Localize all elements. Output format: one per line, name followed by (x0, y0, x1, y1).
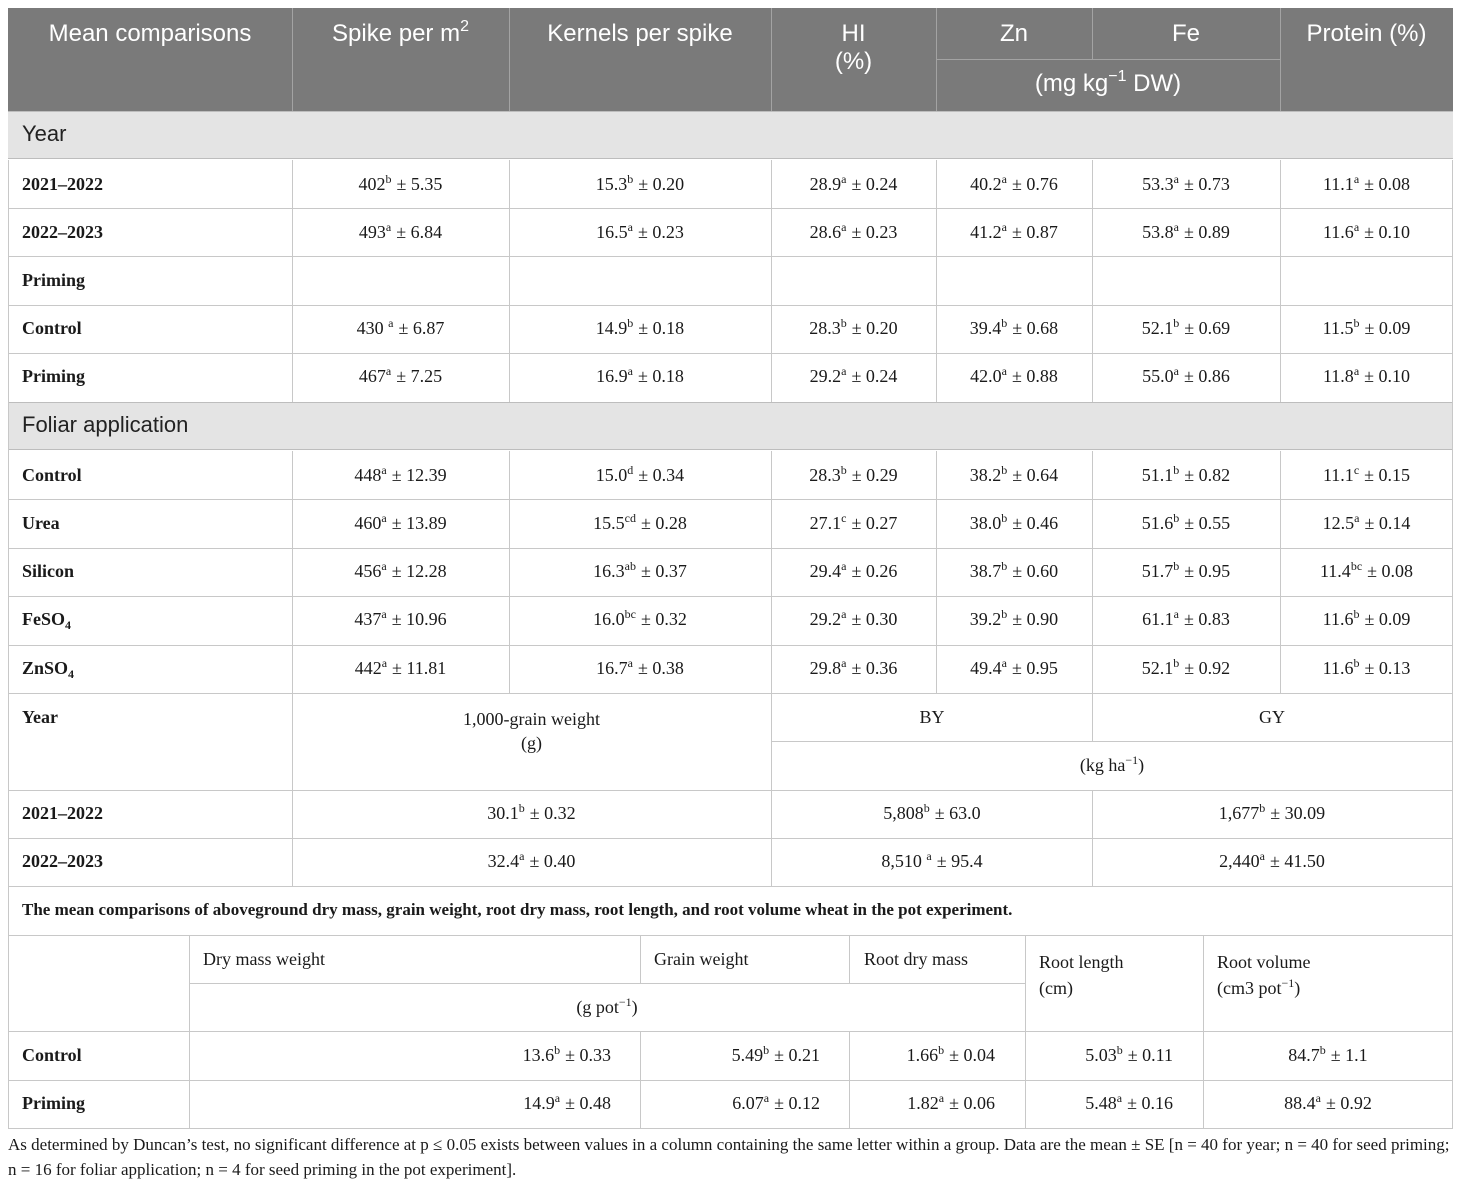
table-cell: 14.9$^b$ ± 0.18 (595, 316, 685, 338)
table-cell: 52.1$^b$ ± 0.69 (1141, 316, 1231, 338)
table-cell: 52.1$^b$ ± 0.92 (1141, 656, 1231, 678)
header-unit-kg-ha: (kg $ha^{-1}$) (1079, 753, 1145, 775)
table-cell: 11.1$^c$ ± 0.15 (1322, 463, 1411, 485)
table-cell: $493^a \pm 6.84$ (358, 220, 443, 242)
table-cell: 38.7$^b$ ± 0.60 (969, 559, 1059, 581)
table-cell: $467^a \pm 7.25$ (358, 364, 443, 386)
table-cell: 5.03$^b$ ± 0.11 (1085, 1043, 1173, 1065)
table-cell: 13.6$^b$ ± 0.33 (522, 1043, 611, 1065)
header-dry-mass-weight: Dry mass weight (203, 949, 325, 969)
row-label: 2021–2022 (22, 803, 103, 823)
header-unit-mg-kg: (mg $kg^{-1}$ DW) (1034, 68, 1182, 97)
header-root-dry-mass: Root dry mass (864, 949, 969, 969)
table-cell: 16.7$^a$ ± 0.38 (596, 656, 684, 678)
table-cell: 15.3$^b$ ± 0.20 (595, 172, 685, 194)
header-1000-grain-weight: 1,000-grain weight (g) (463, 709, 600, 753)
row-label: Silicon (22, 561, 75, 581)
table-cell: 55.0$^a$ ± 0.86 (1142, 364, 1230, 386)
section-foliar-application: Foliar application (8, 402, 1453, 450)
table-cell: 5,808$^b$ ± 63.0 (883, 801, 981, 823)
table-cell: 51.7$^b$ ± 0.95 (1141, 559, 1231, 581)
table-cell: 53.3$^a$ ± 0.73 (1142, 172, 1230, 194)
table-cell: 16.3$^{ab}$ ± 0.37 (593, 559, 687, 581)
table-cell: 61.1$^a$ ± 0.83 (1142, 607, 1230, 629)
table-cell: 88.4$^a$ ± 0.92 (1284, 1091, 1372, 1113)
header-root-volume: Root volume (cm3 pot$^{-1}$) (1217, 952, 1311, 998)
table-cell: 51.6$^b$ ± 0.55 (1141, 511, 1231, 533)
table-cell: $442^a \pm 11.81$ (354, 656, 447, 678)
table-cell: 1,677$^b$ ± 30.09 (1218, 801, 1326, 823)
header-grain-weight: Grain weight (654, 949, 749, 969)
table-cell: 30.1$^b$ ± 0.32 (487, 801, 576, 823)
row-label: Control (22, 465, 82, 485)
table-cell: $402^b \pm 5.35$ (358, 172, 443, 194)
table-cell: 29.4$^a$ ± 0.26 (809, 559, 898, 581)
table-cell: 29.8$^a$ ± 0.36 (809, 656, 898, 678)
table-cell: 1.66$^b$ ± 0.04 (906, 1043, 995, 1065)
table-cell: $448^a \pm 12.39$ (354, 463, 447, 485)
table-cell: 11.1$^a$ ± 0.08 (1322, 172, 1411, 194)
header-hi: HI (%) (834, 20, 873, 75)
table-cell: 28.6$^a$ ± 0.23 (809, 220, 898, 242)
table-cell: 14.9$^a$ ± 0.48 (523, 1091, 611, 1113)
table-cell: 41.2$^a$ ± 0.87 (970, 220, 1058, 242)
table-cell: 38.2$^b$ ± 0.64 (969, 463, 1059, 485)
table-cell: 28.9$^a$ ± 0.24 (809, 172, 898, 194)
table-cell: 11.4$^{bc}$ ± 0.08 (1319, 559, 1414, 581)
row-label-znso4: ZnSO$_4$ (22, 658, 75, 681)
table-cell: 16.0$^{bc}$ ± 0.32 (593, 607, 687, 629)
table-cell: 28.3$^b$ ± 0.29 (809, 463, 898, 485)
table-cell: 42.0$^a$ ± 0.88 (970, 364, 1058, 386)
row-label: Priming (22, 1093, 85, 1113)
row-label: Priming (22, 366, 85, 386)
row-label: 2022–2023 (22, 222, 103, 242)
header-protein: Protein (%) (1306, 20, 1427, 47)
table-cell: 49.4$^a$ ± 0.95 (970, 656, 1058, 678)
table-cell: 27.1$^c$ ± 0.27 (809, 511, 898, 533)
table-cell: 11.6$^b$ ± 0.09 (1322, 607, 1411, 629)
row-label-feso4: FeSO$_4$ (22, 609, 71, 632)
row-label: 2021–2022 (22, 174, 103, 194)
table-cell: 15.0$^d$ ± 0.34 (595, 463, 685, 485)
table-cell: 29.2$^a$ ± 0.24 (809, 364, 898, 386)
table-cell: 53.8$^a$ ± 0.89 (1142, 220, 1230, 242)
table-cell: 84.7$^b$ ± 1.1 (1288, 1043, 1368, 1065)
second-year-label: Year (22, 707, 58, 727)
table-cell: 8,510 $^a$ ± 95.4 (881, 849, 983, 871)
table-cell: 11.6$^b$ ± 0.13 (1322, 656, 1411, 678)
table-cell: 16.9$^a$ ± 0.18 (596, 364, 684, 386)
header-gy: GY (1259, 707, 1285, 727)
table-cell: 32.4$^a$ ± 0.40 (487, 849, 576, 871)
table-cell: 15.5$^{cd}$ ± 0.28 (593, 511, 687, 533)
header-spike-per-m2: Spike per $m^2$ (332, 18, 469, 47)
table-cell: 2,440$^a$ ± 41.50 (1219, 849, 1325, 871)
table-cell: 5.48$^a$ ± 0.16 (1085, 1091, 1173, 1113)
header-root-length: Root length (cm) (1039, 952, 1124, 998)
table-cell: 51.1$^b$ ± 0.82 (1141, 463, 1231, 485)
table-cell: $456^a \pm 12.28$ (354, 559, 447, 581)
table-cell: 39.2$^b$ ± 0.90 (969, 607, 1059, 629)
table-cell: 11.8$^a$ ± 0.10 (1322, 364, 1411, 386)
row-label: Control (22, 318, 82, 338)
table-cell: 11.5$^b$ ± 0.09 (1322, 316, 1411, 338)
table-cell: 29.2$^a$ ± 0.30 (809, 607, 898, 629)
section-year: Year (8, 111, 1453, 159)
row-label-priming-section: Priming (22, 270, 85, 290)
row-label: 2022–2023 (22, 851, 103, 871)
row-label: Urea (22, 513, 60, 533)
table-cell: 38.0$^b$ ± 0.46 (969, 511, 1059, 533)
header-kernels-per-spike: Kernels per spike (547, 20, 733, 47)
table-footnote: As determined by Duncan’s test, no significant difference at p ≤ 0.05 exists between values in a column containing the same letter within a group. Data are the mean ± SE [n = 40 for year; n = 40 for seed priming; n = 16 for foliar application; n = 4 for seed priming in the pot experiment]. (8, 1135, 1450, 1179)
table-cell: 5.49$^b$ ± 0.21 (731, 1043, 820, 1065)
table-cell: 12.5$^a$ ± 0.14 (1322, 511, 1411, 533)
table-cell: $437^a \pm 10.96$ (354, 607, 447, 629)
table-cell: $460^a \pm 13.89$ (354, 511, 447, 533)
header-by: BY (919, 707, 945, 727)
header-unit-g-pot: (g pot$^{-1}$) (576, 995, 638, 1017)
header-zn: Zn (999, 20, 1028, 47)
table-cell: 430 $^a$ ± 6.87 (356, 316, 445, 338)
header-mean-comparisons: Mean comparisons (48, 20, 252, 47)
pot-caption: The mean comparisons of aboveground dry mass, grain weight, root dry mass, root length, and root volume wheat in the pot experiment. (22, 900, 1013, 919)
header-fe: Fe (1171, 20, 1200, 47)
table-cell: 16.5$^a$ ± 0.23 (596, 220, 684, 242)
table-cell: 39.4$^b$ ± 0.68 (969, 316, 1059, 338)
table-cell: 40.2$^a$ ± 0.76 (970, 172, 1058, 194)
table-cell: 6.07$^a$ ± 0.12 (732, 1091, 820, 1113)
table-cell: 28.3$^b$ ± 0.20 (809, 316, 898, 338)
table-cell: 1.82$^a$ ± 0.06 (907, 1091, 995, 1113)
row-label: Control (22, 1045, 82, 1065)
table-cell: 11.6$^a$ ± 0.10 (1322, 220, 1411, 242)
